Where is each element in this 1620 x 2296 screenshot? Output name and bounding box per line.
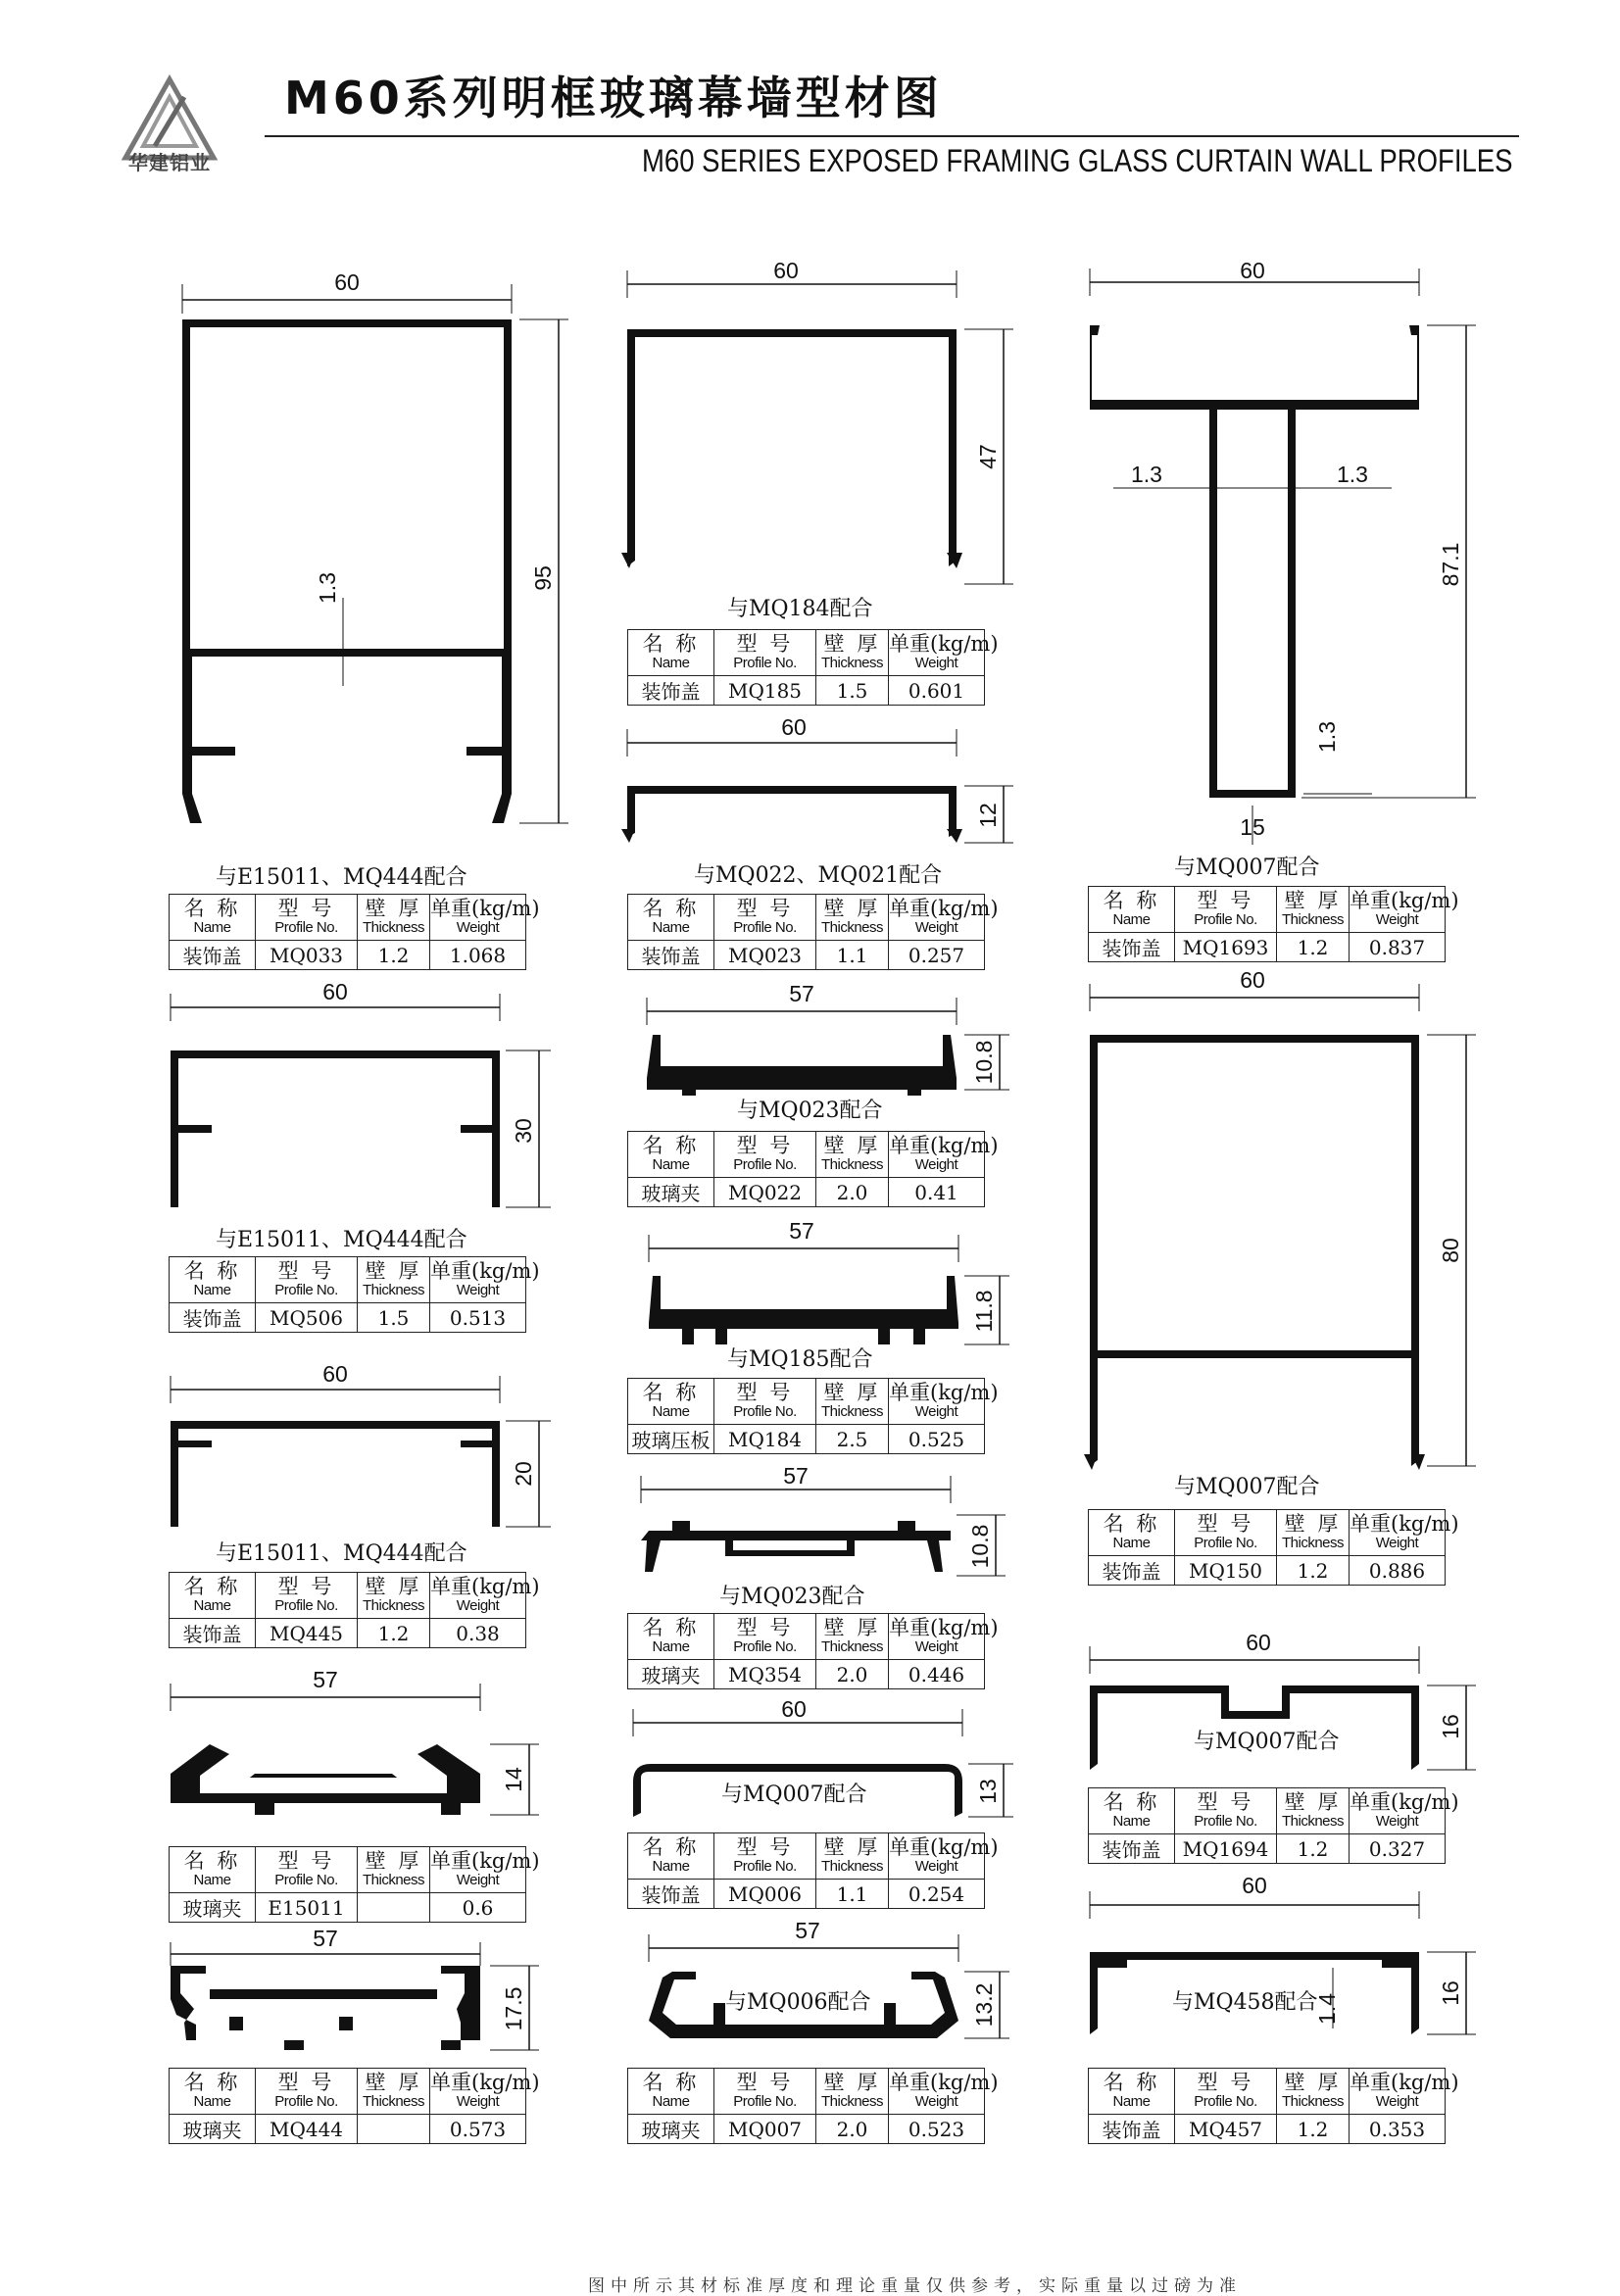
table_headers-profile_en: Profile No. <box>1194 1813 1257 1830</box>
table_headers-thickness_en: Thickness <box>362 1282 425 1298</box>
profiles-0-note: 与E15011、MQ444配合 <box>216 865 467 890</box>
profile-drawing-mq184 <box>627 1217 1049 1354</box>
profiles-5-profile_no: MQ185 <box>714 676 816 706</box>
table_headers-weight_en: Weight <box>1375 911 1419 928</box>
profiles-14-thickness: 1.2 <box>1277 1834 1350 1864</box>
profiles-12-profile_no: MQ1693 <box>1175 933 1277 962</box>
profiles-15-thickness: 1.2 <box>1277 2115 1350 2144</box>
table_headers-profile_en: Profile No. <box>733 1638 797 1655</box>
table_headers-weight_en: Weight <box>1375 1813 1419 1830</box>
profiles-6-note: 与MQ022、MQ021配合 <box>694 863 943 888</box>
profiles-5-weight: 0.601 <box>889 676 985 706</box>
table_headers-name_en: Name <box>193 1597 231 1614</box>
table_headers-weight_cn: 单重(kg/m) <box>1350 889 1459 912</box>
profiles-10-dims-0: 60 <box>781 1696 807 1722</box>
table_headers-profile_cn: 型 号 <box>277 1849 335 1873</box>
spec-table-mq1693 <box>1088 886 1459 962</box>
profiles-13-thickness: 1.2 <box>1277 1556 1350 1586</box>
table_headers-name_cn: 名 称 <box>1103 889 1160 912</box>
table_headers-weight_en: Weight <box>456 1597 500 1614</box>
note-mq033 <box>216 862 510 892</box>
profile-drawing-e15011 <box>167 1666 578 1832</box>
profiles-4-thickness <box>358 2115 430 2144</box>
profiles-3-thickness <box>358 1893 430 1923</box>
note-mq023 <box>694 860 949 890</box>
profiles-13-dims-1: 80 <box>1438 1238 1463 1263</box>
spec-table-mq033 <box>169 894 540 970</box>
profiles-15-dims-1: 16 <box>1438 1980 1463 2006</box>
table_headers-name_en: Name <box>193 919 231 936</box>
profiles-13-weight: 0.886 <box>1350 1556 1446 1586</box>
profiles-8-profile_no: MQ184 <box>714 1425 816 1454</box>
table_headers-thickness_cn: 壁 厚 <box>1284 1512 1342 1536</box>
table_headers-thickness_cn: 壁 厚 <box>823 2071 881 2094</box>
profile-drawing-mq354 <box>627 1462 1049 1599</box>
note-mq457: 与MQ458配合 <box>1172 1990 1318 2015</box>
profile-drawing-mq1694 <box>1078 1627 1509 1783</box>
profile-drawing-mq023 <box>617 713 1049 860</box>
table_headers-weight_en: Weight <box>914 1403 958 1420</box>
profiles-9-weight: 0.446 <box>889 1660 985 1689</box>
note-mq022 <box>737 1096 933 1125</box>
profiles-3-dims-0: 57 <box>313 1667 338 1692</box>
table_headers-name_en: Name <box>1112 911 1151 928</box>
profile-drawing-mq506 <box>167 980 578 1225</box>
note-mq506 <box>216 1225 510 1254</box>
profile-drawing-mq457 <box>1078 1872 1509 2048</box>
table_headers-profile_cn: 型 号 <box>736 897 794 920</box>
profiles-6-dims-1: 12 <box>975 803 1001 828</box>
profiles-5-dims-1: 47 <box>975 444 1001 469</box>
table_headers-name_en: Name <box>1112 1813 1151 1830</box>
profiles-0-profile_no: MQ033 <box>256 941 358 970</box>
table_headers-weight_en: Weight <box>914 655 958 671</box>
table_headers-weight_en: Weight <box>1375 2093 1419 2110</box>
table_headers-name_en: Name <box>652 1858 690 1875</box>
table_headers-name_en: Name <box>1112 1535 1151 1551</box>
profiles-7-dims-0: 57 <box>789 981 814 1006</box>
dim-width: 60 <box>334 269 360 295</box>
table_headers-thickness_cn: 壁 厚 <box>1284 2071 1342 2094</box>
profiles-1-weight: 0.513 <box>430 1303 526 1333</box>
table_headers-weight_en: Weight <box>914 1858 958 1875</box>
spec-table-mq023 <box>627 894 999 970</box>
table_headers-weight_cn: 单重(kg/m) <box>889 1835 999 1859</box>
profiles-10-name: 装饰盖 <box>628 1880 714 1909</box>
table_headers-profile_en: Profile No. <box>274 1282 338 1298</box>
profiles-1-profile_no: MQ506 <box>256 1303 358 1333</box>
note-mq354 <box>719 1582 955 1611</box>
profiles-6-profile_no: MQ023 <box>714 941 816 970</box>
profiles-2-dims-0: 60 <box>322 1361 348 1387</box>
table_headers-thickness_en: Thickness <box>1281 1535 1345 1551</box>
table_headers-thickness_cn: 壁 厚 <box>1284 1790 1342 1814</box>
profiles-13-profile_no: MQ150 <box>1175 1556 1277 1586</box>
table_headers-profile_cn: 型 号 <box>1197 889 1254 912</box>
table_headers-name_en: Name <box>193 1872 231 1888</box>
header-rule <box>265 135 1519 137</box>
table_headers-name_en: Name <box>652 1403 690 1420</box>
profiles-14-profile_no: MQ1694 <box>1175 1834 1277 1864</box>
table_headers-weight_en: Weight <box>1375 1535 1419 1551</box>
profiles-4-name: 玻璃夹 <box>170 2115 256 2144</box>
profiles-12-dims-2: 1.3 <box>1131 462 1162 487</box>
table_headers-weight_en: Weight <box>456 1872 500 1888</box>
profiles-6-name: 装饰盖 <box>628 941 714 970</box>
profiles-9-dims-1: 10.8 <box>967 1524 993 1569</box>
profiles-11-name: 玻璃夹 <box>628 2115 714 2144</box>
note-mq006: 与MQ007配合 <box>721 1783 867 1807</box>
profiles-6-weight: 0.257 <box>889 941 985 970</box>
table_headers-thickness_en: Thickness <box>362 1597 425 1614</box>
table_headers-profile_cn: 型 号 <box>277 897 335 920</box>
table_headers-name_cn: 名 称 <box>642 897 700 920</box>
table_headers-thickness_en: Thickness <box>820 1638 884 1655</box>
dim-height: 95 <box>530 565 556 591</box>
profiles-15-profile_no: MQ457 <box>1175 2115 1277 2144</box>
page-subtitle: M60 SERIES EXPOSED FRAMING GLASS CURTAIN WALL PROFILES <box>642 143 1513 178</box>
table_headers-thickness_cn: 壁 厚 <box>365 1259 422 1283</box>
spec-table-mq185 <box>627 629 999 706</box>
table_headers-profile_cn: 型 号 <box>1197 1512 1254 1536</box>
table_headers-weight_en: Weight <box>456 2093 500 2110</box>
profile-drawing-mq185 <box>617 257 1049 590</box>
spec-table-e15011 <box>169 1846 540 1923</box>
table_headers-profile_cn: 型 号 <box>736 632 794 656</box>
spec-table-mq006 <box>627 1832 999 1909</box>
profiles-10-thickness: 1.1 <box>816 1880 889 1909</box>
table_headers-profile_en: Profile No. <box>1194 1535 1257 1551</box>
profiles-2-note: 与E15011、MQ444配合 <box>216 1541 467 1566</box>
note-mq1693 <box>1174 853 1409 882</box>
table_headers-weight_en: Weight <box>914 1638 958 1655</box>
profiles-4-dims-1: 17.5 <box>501 1986 526 2031</box>
table_headers-profile_cn: 型 号 <box>277 1259 335 1283</box>
table_headers-thickness_cn: 壁 厚 <box>823 1835 881 1859</box>
profiles-10-weight: 0.254 <box>889 1880 985 1909</box>
table_headers-name_en: Name <box>193 2093 231 2110</box>
table_headers-profile_en: Profile No. <box>1194 911 1257 928</box>
table_headers-weight_cn: 单重(kg/m) <box>430 1849 540 1873</box>
spec-table-mq022 <box>627 1131 999 1207</box>
profiles-7-thickness: 2.0 <box>816 1178 889 1207</box>
profiles-11-thickness: 2.0 <box>816 2115 889 2144</box>
profiles-0-thickness: 1.2 <box>358 941 430 970</box>
profiles-4-dims-0: 57 <box>313 1926 338 1951</box>
profiles-13-dims-0: 60 <box>1240 967 1265 993</box>
profiles-12-thickness: 1.2 <box>1277 933 1350 962</box>
profiles-7-weight: 0.41 <box>889 1178 985 1207</box>
table_headers-name_en: Name <box>652 919 690 936</box>
table_headers-thickness_cn: 壁 厚 <box>823 897 881 920</box>
profiles-8-note: 与MQ185配合 <box>727 1347 873 1372</box>
table_headers-thickness_en: Thickness <box>820 1403 884 1420</box>
profiles-3-profile_no: E15011 <box>256 1893 358 1923</box>
table_headers-thickness_en: Thickness <box>1281 2093 1345 2110</box>
spec-table-mq506 <box>169 1256 540 1333</box>
profiles-5-name: 装饰盖 <box>628 676 714 706</box>
table_headers-name_cn: 名 称 <box>642 1616 700 1639</box>
table_headers-profile_en: Profile No. <box>733 1858 797 1875</box>
profile-drawing-mq1693 <box>1078 257 1509 845</box>
profiles-1-dims-1: 30 <box>511 1118 536 1144</box>
table_headers-weight_cn: 单重(kg/m) <box>1350 2071 1459 2094</box>
table_headers-weight_en: Weight <box>914 2093 958 2110</box>
profiles-12-dims-0: 60 <box>1240 258 1265 283</box>
profiles-3-name: 玻璃夹 <box>170 1893 256 1923</box>
table_headers-profile_en: Profile No. <box>274 1597 338 1614</box>
table_headers-profile_en: Profile No. <box>733 655 797 671</box>
table_headers-thickness_cn: 壁 厚 <box>823 1134 881 1157</box>
profiles-9-profile_no: MQ354 <box>714 1660 816 1689</box>
logo-text: 华建铝业 <box>128 151 211 174</box>
profiles-0-weight: 1.068 <box>430 941 526 970</box>
profiles-11-weight: 0.523 <box>889 2115 985 2144</box>
profiles-9-thickness: 2.0 <box>816 1660 889 1689</box>
profiles-14-weight: 0.327 <box>1350 1834 1446 1864</box>
profiles-7-name: 玻璃夹 <box>628 1178 714 1207</box>
table_headers-name_cn: 名 称 <box>642 632 700 656</box>
table_headers-name_cn: 名 称 <box>183 1849 241 1873</box>
profiles-12-note: 与MQ007配合 <box>1174 855 1320 880</box>
note-mq445 <box>216 1539 510 1568</box>
table_headers-profile_en: Profile No. <box>733 1156 797 1173</box>
table_headers-thickness_en: Thickness <box>820 2093 884 2110</box>
profiles-2-thickness: 1.2 <box>358 1619 430 1648</box>
profile-drawing-mq007 <box>627 1917 1049 2064</box>
profiles-3-weight: 0.6 <box>430 1893 526 1923</box>
table_headers-name_en: Name <box>652 655 690 671</box>
spec-table-mq1694 <box>1088 1787 1459 1864</box>
profiles-9-dims-0: 57 <box>783 1463 809 1489</box>
table_headers-thickness_en: Thickness <box>362 1872 425 1888</box>
footer-note: 图中所示其材标准厚度和理论重量仅供参考，实际重量以过磅为准 <box>588 2276 1242 2296</box>
table_headers-profile_cn: 型 号 <box>736 1134 794 1157</box>
profiles-12-weight: 0.837 <box>1350 933 1446 962</box>
profiles-13-name: 装饰盖 <box>1089 1556 1175 1586</box>
profiles-14-name: 装饰盖 <box>1089 1834 1175 1864</box>
profiles-15-name: 装饰盖 <box>1089 2115 1175 2144</box>
table_headers-name_en: Name <box>652 1156 690 1173</box>
profiles-7-dims-1: 10.8 <box>971 1040 997 1085</box>
table_headers-thickness_en: Thickness <box>362 2093 425 2110</box>
table_headers-name_en: Name <box>652 2093 690 2110</box>
table_headers-thickness_cn: 壁 厚 <box>823 1616 881 1639</box>
profiles-12-name: 装饰盖 <box>1089 933 1175 962</box>
table_headers-weight_cn: 单重(kg/m) <box>889 1381 999 1404</box>
profiles-9-name: 玻璃夹 <box>628 1660 714 1689</box>
table_headers-weight_en: Weight <box>914 919 958 936</box>
profile-drawing-mq006 <box>617 1695 1049 1842</box>
table_headers-weight_en: Weight <box>456 1282 500 1298</box>
table_headers-thickness_en: Thickness <box>1281 1813 1345 1830</box>
profiles-12-dims-3: 1.3 <box>1337 462 1368 487</box>
profile-drawing-mq033 <box>167 265 598 853</box>
profile-drawing-mq445 <box>167 1360 578 1556</box>
table_headers-profile_en: Profile No. <box>274 919 338 936</box>
profiles-2-profile_no: MQ445 <box>256 1619 358 1648</box>
profiles-2-name: 装饰盖 <box>170 1619 256 1648</box>
table_headers-profile_en: Profile No. <box>274 2093 338 2110</box>
profiles-2-dims-1: 20 <box>511 1461 536 1487</box>
table_headers-weight_cn: 单重(kg/m) <box>430 1259 540 1283</box>
profiles-11-profile_no: MQ007 <box>714 2115 816 2144</box>
profiles-8-dims-1: 11.8 <box>971 1290 997 1333</box>
table_headers-profile_cn: 型 号 <box>736 2071 794 2094</box>
profiles-15-dims-2: 1.4 <box>1314 1993 1340 2025</box>
table_headers-profile_en: Profile No. <box>733 2093 797 2110</box>
profiles-8-dims-0: 57 <box>789 1218 814 1244</box>
table_headers-thickness_cn: 壁 厚 <box>365 1575 422 1598</box>
profile-drawing-mq444 <box>167 1926 578 2062</box>
profiles-6-dims-0: 60 <box>781 714 807 740</box>
page-title: M60系列明框玻璃幕墙型材图 <box>284 72 943 124</box>
table_headers-name_cn: 名 称 <box>1103 1790 1160 1814</box>
profiles-5-dims-0: 60 <box>773 258 799 283</box>
profiles-1-thickness: 1.5 <box>358 1303 430 1333</box>
profiles-14-dims-0: 60 <box>1246 1630 1271 1655</box>
table_headers-profile_en: Profile No. <box>733 919 797 936</box>
table_headers-profile_cn: 型 号 <box>1197 2071 1254 2094</box>
profiles-3-dims-1: 14 <box>501 1767 526 1792</box>
profiles-11-dims-0: 57 <box>795 1918 820 1943</box>
profiles-13-note: 与MQ007配合 <box>1174 1475 1320 1499</box>
table_headers-thickness_en: Thickness <box>820 1858 884 1875</box>
table_headers-name_cn: 名 称 <box>183 2071 241 2094</box>
table_headers-weight_en: Weight <box>456 919 500 936</box>
profiles-8-name: 玻璃压板 <box>628 1425 714 1454</box>
note-mq185 <box>727 594 923 623</box>
profiles-9-note: 与MQ023配合 <box>719 1585 865 1609</box>
table_headers-profile_cn: 型 号 <box>1197 1790 1254 1814</box>
table_headers-weight_cn: 单重(kg/m) <box>1350 1512 1459 1536</box>
profiles-10-profile_no: MQ006 <box>714 1880 816 1909</box>
table_headers-name_cn: 名 称 <box>642 2071 700 2094</box>
profiles-6-thickness: 1.1 <box>816 941 889 970</box>
table_headers-name_cn: 名 称 <box>183 1575 241 1598</box>
table_headers-weight_cn: 单重(kg/m) <box>430 1575 540 1598</box>
spec-table-mq445 <box>169 1572 540 1648</box>
note-mq184 <box>727 1344 923 1374</box>
table_headers-name_cn: 名 称 <box>1103 1512 1160 1536</box>
profiles-11-dims-1: 13.2 <box>971 1982 997 2027</box>
table_headers-profile_cn: 型 号 <box>277 1575 335 1598</box>
profiles-4-weight: 0.573 <box>430 2115 526 2144</box>
table_headers-name_cn: 名 称 <box>1103 2071 1160 2094</box>
spec-table-mq184 <box>627 1378 999 1454</box>
note-mq1694: 与MQ007配合 <box>1194 1730 1340 1754</box>
profile-drawing-mq022 <box>627 980 1049 1107</box>
dim-wall: 1.3 <box>315 572 340 604</box>
table_headers-name_cn: 名 称 <box>642 1835 700 1859</box>
spec-table-mq354 <box>627 1613 999 1689</box>
table_headers-weight_cn: 单重(kg/m) <box>430 2071 540 2094</box>
table_headers-thickness_en: Thickness <box>820 1156 884 1173</box>
note-mq007: 与MQ006配合 <box>725 1990 871 2015</box>
profiles-12-dims-1: 87.1 <box>1438 542 1463 587</box>
table_headers-name_cn: 名 称 <box>642 1134 700 1157</box>
profiles-7-profile_no: MQ022 <box>714 1178 816 1207</box>
profiles-15-dims-0: 60 <box>1242 1873 1267 1898</box>
spec-table-mq444 <box>169 2068 540 2144</box>
profiles-8-weight: 0.525 <box>889 1425 985 1454</box>
table_headers-weight_en: Weight <box>914 1156 958 1173</box>
table_headers-profile_en: Profile No. <box>733 1403 797 1420</box>
table_headers-profile_cn: 型 号 <box>277 2071 335 2094</box>
profiles-7-note: 与MQ023配合 <box>737 1099 883 1123</box>
profile-drawing-mq150 <box>1078 967 1509 1480</box>
table_headers-thickness_cn: 壁 厚 <box>365 2071 422 2094</box>
spec-table-mq007 <box>627 2068 999 2144</box>
profiles-5-thickness: 1.5 <box>816 676 889 706</box>
profiles-1-dims-0: 60 <box>322 979 348 1004</box>
table_headers-thickness_en: Thickness <box>362 919 425 936</box>
table_headers-name_en: Name <box>193 1282 231 1298</box>
table_headers-weight_cn: 单重(kg/m) <box>889 897 999 920</box>
table_headers-thickness_en: Thickness <box>820 655 884 671</box>
profiles-14-dims-1: 16 <box>1438 1714 1463 1739</box>
table_headers-profile_en: Profile No. <box>1194 2093 1257 2110</box>
profiles-1-note: 与E15011、MQ444配合 <box>216 1228 467 1252</box>
table_headers-profile_cn: 型 号 <box>736 1616 794 1639</box>
spec-table-mq457 <box>1088 2068 1459 2144</box>
table_headers-thickness_en: Thickness <box>1281 911 1345 928</box>
spec-table-mq150 <box>1088 1509 1459 1586</box>
table_headers-weight_cn: 单重(kg/m) <box>889 2071 999 2094</box>
table_headers-thickness_cn: 壁 厚 <box>365 897 422 920</box>
profiles-15-weight: 0.353 <box>1350 2115 1446 2144</box>
table_headers-name_en: Name <box>652 1638 690 1655</box>
note-mq150 <box>1174 1472 1409 1501</box>
table_headers-thickness_cn: 壁 厚 <box>823 1381 881 1404</box>
profiles-12-dims-5: 15 <box>1240 814 1265 840</box>
table_headers-thickness_cn: 壁 厚 <box>823 632 881 656</box>
profiles-0-name: 装饰盖 <box>170 941 256 970</box>
table_headers-profile_cn: 型 号 <box>736 1381 794 1404</box>
table_headers-weight_cn: 单重(kg/m) <box>889 632 999 656</box>
table_headers-thickness_cn: 壁 厚 <box>365 1849 422 1873</box>
table_headers-weight_cn: 单重(kg/m) <box>889 1616 999 1639</box>
table_headers-profile_en: Profile No. <box>274 1872 338 1888</box>
profiles-8-thickness: 2.5 <box>816 1425 889 1454</box>
table_headers-profile_cn: 型 号 <box>736 1835 794 1859</box>
table_headers-thickness_en: Thickness <box>820 919 884 936</box>
profiles-4-profile_no: MQ444 <box>256 2115 358 2144</box>
profiles-12-dims-4: 1.3 <box>1314 721 1340 753</box>
table_headers-weight_cn: 单重(kg/m) <box>889 1134 999 1157</box>
profiles-1-name: 装饰盖 <box>170 1303 256 1333</box>
profiles-10-dims-1: 13 <box>975 1779 1001 1804</box>
table_headers-thickness_cn: 壁 厚 <box>1284 889 1342 912</box>
table_headers-name_en: Name <box>1112 2093 1151 2110</box>
profiles-2-weight: 0.38 <box>430 1619 526 1648</box>
table_headers-weight_cn: 单重(kg/m) <box>1350 1790 1459 1814</box>
profiles-5-note: 与MQ184配合 <box>727 597 873 621</box>
table_headers-name_cn: 名 称 <box>642 1381 700 1404</box>
table_headers-name_cn: 名 称 <box>183 897 241 920</box>
table_headers-name_cn: 名 称 <box>183 1259 241 1283</box>
table_headers-weight_cn: 单重(kg/m) <box>430 897 540 920</box>
